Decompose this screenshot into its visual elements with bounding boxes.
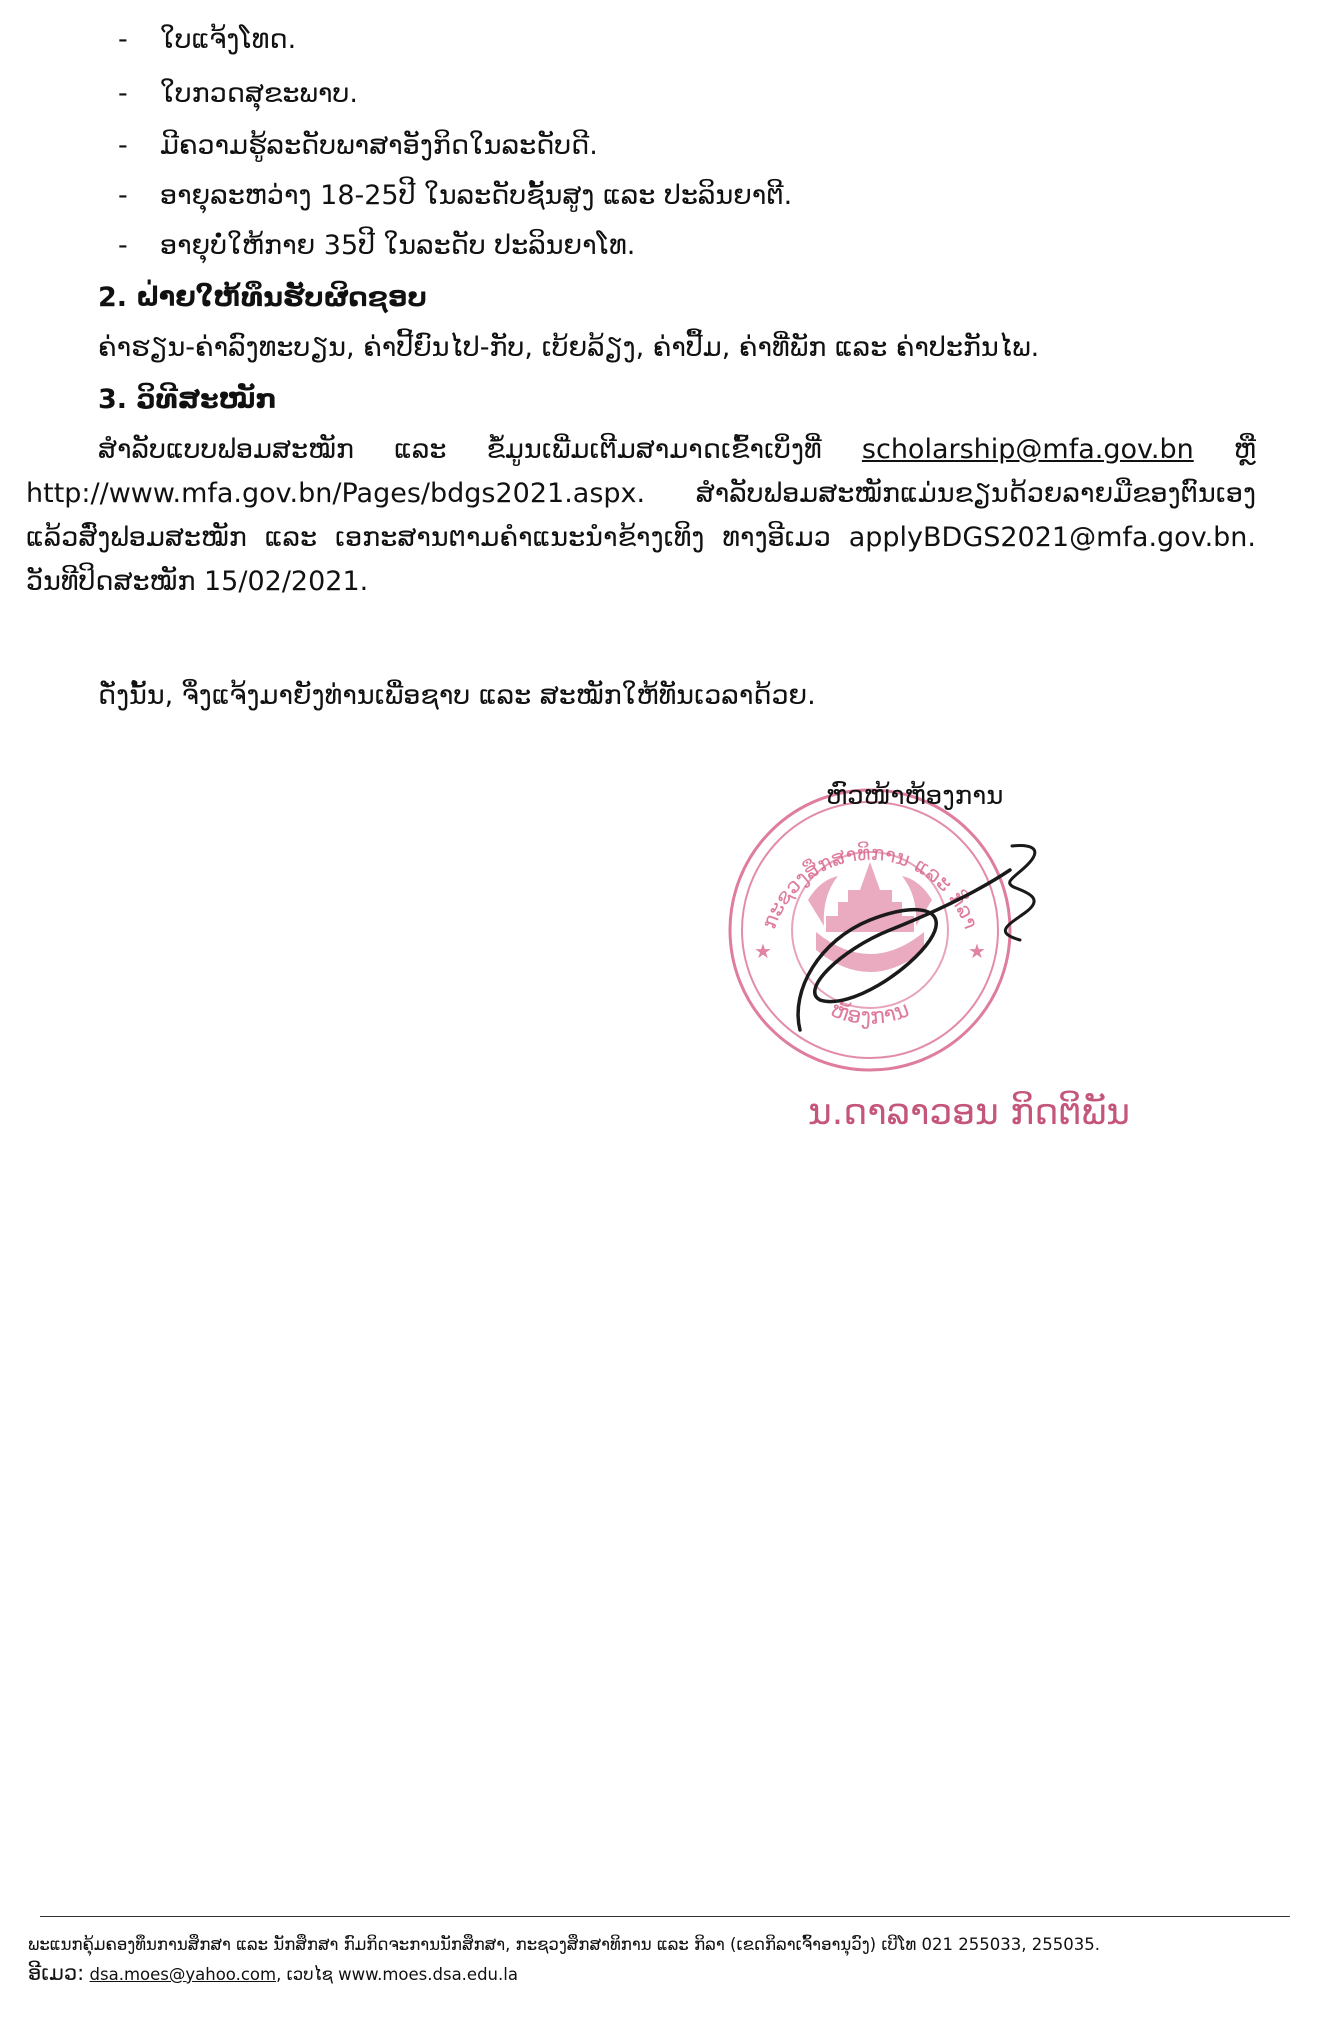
requirement-item: [118, 20, 296, 60]
footer-contacts: [28, 1960, 1308, 1988]
bullet-dash: -: [118, 230, 128, 261]
bullet-dash: -: [118, 78, 128, 109]
section-2-heading: 2. ຝ່າຍໃຫ້ທຶນຮັບຜິດຊອບ: [98, 282, 427, 313]
requirement-text: ມີຄວາມຮູ້ລະດັບພາສາອັງກິດໃນລະດັບດີ.: [160, 130, 598, 161]
bullet-dash: -: [118, 180, 128, 211]
requirement-item: [118, 126, 598, 166]
requirement-text: ໃບກວດສຸຂະພາບ.: [160, 78, 358, 109]
stamp-text-top: ກະຊວງສຶກສາທິການ ແລະ ກິລາ: [756, 840, 984, 932]
bullet-dash: -: [118, 130, 128, 161]
scholarship-email-link[interactable]: scholarship@mfa.gov.bn: [861, 434, 1194, 465]
section-3-text-lead: ສຳລັບແບບຟອມສະໝັກ ແລະ ຂໍ້ມູນເພີ່ມເຕີມສາມາດເຂົ້າເບິ່ງທີ່: [98, 434, 862, 465]
stamp-text-bottom: ຫ້ອງການ: [827, 997, 913, 1031]
requirement-text: ອາຍຸບໍ່ໃຫ້ກາຍ 35ປີ ໃນລະດັບ ປະລິນຍາໂທ.: [160, 230, 636, 261]
footer-email-link[interactable]: dsa.moes@yahoo.com: [89, 1965, 277, 1984]
closing-sentence: ດັ່ງນັ້ນ, ຈຶ່ງແຈ້ງມາຍັງທ່ານເພື່ອຊາບ ແລະ ສະໝັກໃຫ້ທັນເວລາດ້ວຍ.: [98, 680, 816, 711]
star-icon: ★: [968, 939, 986, 963]
requirement-item: [118, 74, 358, 114]
signer-title: ຫົວໜ້າຫ້ອງການ: [826, 781, 1004, 811]
signer-name: ນ.ດາລາວອນ ກິດຕິພັນ: [808, 1092, 1130, 1133]
requirement-item: [118, 226, 635, 266]
requirement-text: ໃບແຈ້ງໂທດ.: [160, 24, 297, 55]
section-3-paragraph: [26, 428, 1256, 604]
footer-divider: [40, 1916, 1290, 1917]
requirement-text: ອາຍຸລະຫວ່າງ 18-25ປີ ໃນລະດັບຊັ້ນສູງ ແລະ ປະລິນຍາຕີ.: [160, 180, 793, 211]
section-3-text-rest: ຫຼື http://www.mfa.gov.bn/Pages/bdgs2021.aspx. ສຳລັບຟອມສະໝັກແມ່ນຂຽນດ້ວຍລາຍມືຂອງຕົນເອງ ແລ້ວສົ່ງຟອມສະໝັກ ແລະ ເອກະສານຕາມຄຳແນະນຳຂ້າງເທິງ ທາງອີເມວ applyBDGS2021@mfa.gov.bn. ວັນທີປິດສະໝັກ 15/02/2021.: [26, 434, 1256, 597]
star-icon: ★: [754, 939, 772, 963]
handwritten-signature: [780, 840, 1080, 1040]
footer-address: ພະແນກຄຸ້ມຄອງທຶນການສຶກສາ ແລະ ນັກສຶກສາ ກົມກິດຈະການນັກສຶກສາ, ກະຊວງສຶກສາທິການ ແລະ ກິລາ (ເຂດກິລາເຈົ້າອານຸວົງ) ເບີໂທ 021 255033, 255035.: [28, 1935, 1100, 1954]
footer-website-text: , ເວບໄຊ www.moes.dsa.edu.la: [276, 1965, 518, 1984]
footer-email-label: ອີເມວ:: [28, 1961, 85, 1985]
requirement-item: [118, 176, 792, 216]
section-3-heading: 3. ວິທີສະໝັກ: [98, 384, 277, 415]
bullet-dash: -: [118, 24, 128, 55]
section-2-text: ຄ່າຮຽນ-ຄ່າລົງທະບຽນ, ຄ່າປີ້ຍົນໄປ-ກັບ, ເບ້ຍລ້ຽງ, ຄ່າປື້ມ, ຄ່າທີ່ພັກ ແລະ ຄ່າປະກັນໄພ.: [98, 332, 1040, 363]
